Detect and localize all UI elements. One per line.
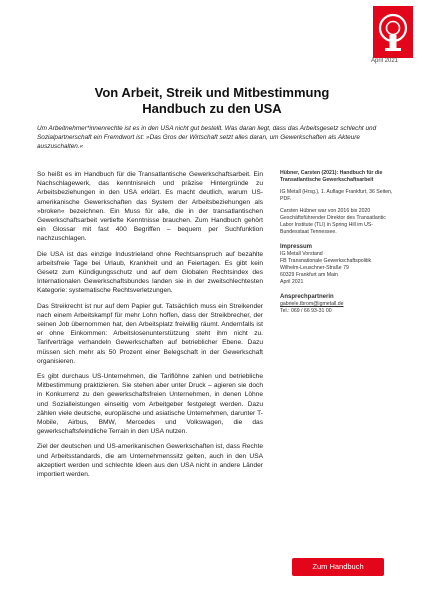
impressum-line: FB Transnationale Gewerkschaftspolitik bbox=[280, 258, 372, 264]
title-line-2: Handbuch zu den USA bbox=[142, 101, 282, 116]
impressum-line: IG Metall Vorstand bbox=[280, 251, 323, 257]
contact-email-link[interactable]: gabriele.tbrom@igmetall.de bbox=[280, 301, 344, 307]
title-line-1: Von Arbeit, Streik und Mitbestimmung bbox=[94, 85, 330, 100]
impressum-line: April 2021 bbox=[280, 279, 304, 285]
author-note: Carsten Hübner war von 2016 bis 2020 Geschäftsführender Direktor des Transatlantic Labor Institute (TLI) in Spring Hill im US-Bundesstaat Tennessee. bbox=[280, 208, 386, 235]
publication-date: April 2021 bbox=[371, 58, 399, 64]
sidebar bbox=[280, 170, 398, 315]
impressum-line: 60329 Frankfurt am Main bbox=[280, 272, 338, 278]
impressum-heading: Impressum bbox=[280, 244, 313, 250]
body-paragraph: Das Streikrecht ist nur auf dem Papier gut. Tatsächlich muss ein Streikender nach einem Arbeitskampf für mehr Lohn hoffen, dass der Streikbrecher, der seinen Job übernommen hat, den Arbeitsplatz freiwillig räumt. Andernfalls ist er ohne Einkommen: Arbeitslosenunterstützung steht ihm nicht zu. Tarifverträge verhandeln Gewerkschaften auf betrieblicher Ebene. Dazu müssen sich mehr als 50 Prozent einer Belegschaft in der Gewerkschaft organisieren. bbox=[37, 302, 263, 365]
body-paragraph: Ziel der deutschen und US-amerikanischen Gewerkschaften ist, dass Rechte und Arbeitsstandards, die am Unternehmenssitz gelten, auch in den USA akzeptiert werden und schlechte Ideen aus den USA nicht in andere Länder importiert werden. bbox=[37, 443, 263, 479]
contact-heading: Ansprechpartnerin bbox=[280, 294, 334, 300]
contact-phone: Tel.: 069 / 66 93-31 00 bbox=[280, 308, 332, 314]
ig-metall-logo bbox=[373, 6, 413, 58]
body-paragraph: So heißt es im Handbuch für die Transatlantische Gewerkschaftsarbeit. Ein Nachschlagewerk, das kenntnisreich und präzise Hintergründe zu Arbeitsbeziehungen in den USA erklärt. Es macht deutlich, warum US-amerikanische Gewerkschaften das System der Arbeitsbeziehungen als »broken« bezeichnen. Ein Muss für alle, die in der transatlantischen Gewerkschaftsarbeit vertiefte Kenntnisse brauchen. Zum Handbuch gehört ein Glossar mit fast 400 Begriffen – bequem per Suchfunktion nachzuschlagen. bbox=[37, 171, 263, 243]
body-paragraph: Die USA ist das einzige Industrieland ohne Rechtsanspruch auf bezahlte arbeitsfreie Tage bei Urlaub, Krankheit und an Feiertagen. Es gibt kein Gesetz zum Kündigungsschutz und auf dem Globalen Rechtsindex des Internationalen Gewerkschaftsbundes landen sie in der zweitschlechtesten Kategorie: systematische Rechtsverletzungen. bbox=[37, 250, 263, 295]
impressum-line: Wilhelm-Leuschner-Straße 79 bbox=[280, 265, 349, 271]
page-title bbox=[0, 85, 424, 117]
intro-text: Um Arbeitnehmer*innenrechte ist es in den USA nicht gut bestellt. Was daran liegt, dass das Arbeitsgesetz schlecht und Sozialpartnerschaft ein Fremdwort ist: »Das Gros der Wirtschaft setzt alles daran, um Gewerkschaften als Akteure auszuschalten.« bbox=[37, 125, 377, 150]
body-paragraph: Es gibt durchaus US-Unternehmen, die Tariflöhne zahlen und betriebliche Mitbestimmung praktizieren. Sie stehen aber unter Druck – agieren sie doch in Konkurrenz zu den gewerkschaftsfreien Unternehmen, in denen Löhne und Sozialleistungen einseitig vom Arbeitgeber festgelegt werden. Dazu zählen viele deutsche, europäische und asiatische Unternehmen, darunter T-Mobile, Airbus, BMW, Mercedes und Volkswagen, die das gewerkschaftsfeindliche Terrain in den USA nutzen. bbox=[37, 373, 263, 436]
book-citation: Hübner, Carsten (2021): Handbuch für die Transatlantische Gewerkschaftsarbeit bbox=[280, 170, 383, 183]
handbook-button[interactable]: Zum Handbuch bbox=[292, 558, 384, 576]
main-column bbox=[37, 170, 263, 485]
book-publisher: IG Metall (Hrsg.), 1. Auflage Frankfurt, 36 Seiten, PDF. bbox=[280, 189, 393, 202]
